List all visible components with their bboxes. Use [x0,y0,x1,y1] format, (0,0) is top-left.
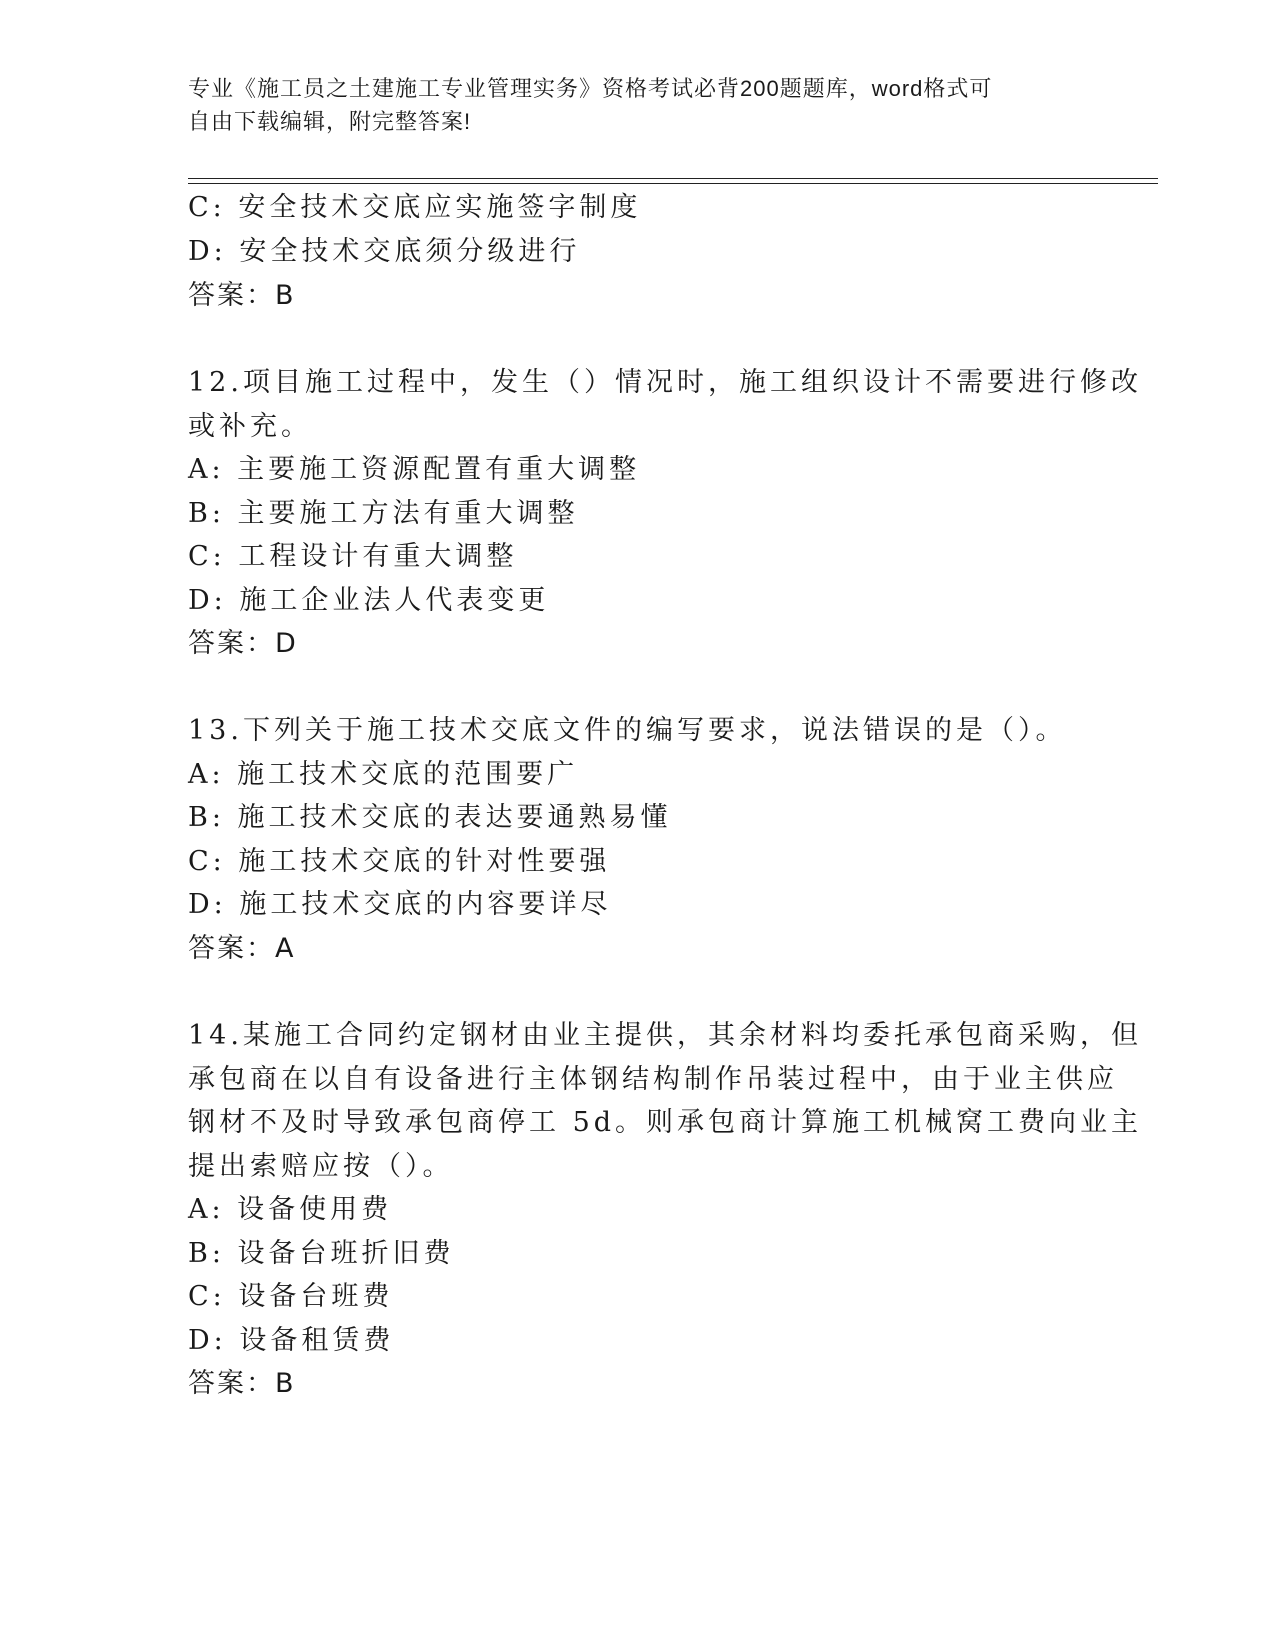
q12-option-b: B: 主要施工方法有重大调整 [188,498,579,529]
header-line-2: 自由下载编辑，附完整答案! [188,109,472,134]
q13-option-d: D: 施工技术交底的内容要详尽 [188,889,612,920]
document-header [188,72,1088,138]
header-line-1: 专业《施工员之土建施工专业管理实务》资格考试必背200题题库，word格式可 [188,76,993,101]
q14-stem-line-1: 14.某施工合同约定钢材由业主提供，其余材料均委托承包商采购，但 [188,1020,1142,1051]
q12-answer: 答案：D [188,628,298,659]
prev-option-d: D: 安全技术交底须分级进行 [188,236,581,267]
q13-stem-line-1: 13.下列关于施工技术交底文件的编写要求，说法错误的是（）。 [188,715,1067,746]
q14-answer: 答案：B [188,1368,296,1399]
q12-stem-line-2: 或补充。 [188,411,312,442]
q14-stem-line-3: 钢材不及时导致承包商停工 5d。则承包商计算施工机械窝工费向业主 [188,1107,1143,1138]
q12-option-d: D: 施工企业法人代表变更 [188,585,550,616]
q14-stem-line-2: 承包商在以自有设备进行主体钢结构制作吊装过程中，由于业主供应 [188,1064,1118,1095]
q12-stem-line-1: 12.项目施工过程中，发生（）情况时，施工组织设计不需要进行修改 [188,367,1142,398]
q13-option-a: A: 施工技术交底的范围要广 [188,759,579,790]
q14-option-a: A: 设备使用费 [188,1194,393,1225]
prev-option-c: C: 安全技术交底应实施签字制度 [188,192,642,223]
header-divider-top [188,178,1158,179]
q14-option-b: B: 设备台班折旧费 [188,1238,455,1269]
q12-option-a: A: 主要施工资源配置有重大调整 [188,454,641,485]
prev-answer: 答案：B [188,280,296,311]
q13-option-b: B: 施工技术交底的表达要通熟易懂 [188,802,672,833]
q13-answer: 答案：A [188,933,296,964]
q13-option-c: C: 施工技术交底的针对性要强 [188,846,611,877]
q12-option-c: C: 工程设计有重大调整 [188,541,518,572]
header-divider-bottom [188,183,1158,184]
q14-option-c: C: 设备台班费 [188,1281,394,1312]
q14-stem-line-4: 提出索赔应按（）。 [188,1151,454,1182]
q14-option-d: D: 设备租赁费 [188,1325,395,1356]
